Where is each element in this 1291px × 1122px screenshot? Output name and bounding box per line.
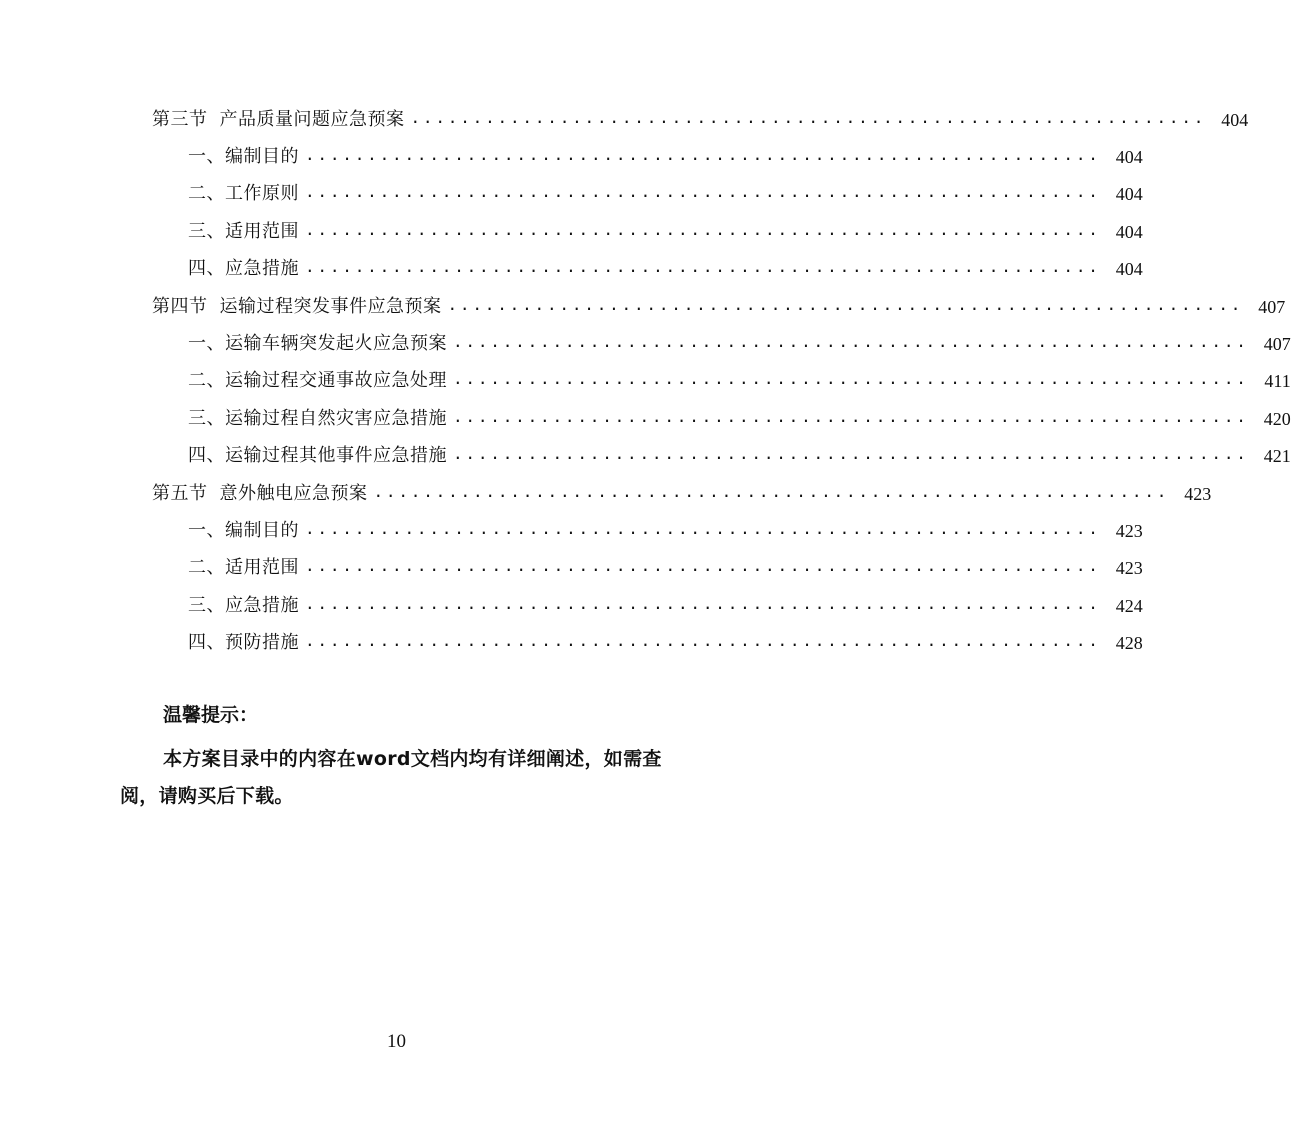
toc-entry[interactable] [0,400,1291,437]
toc-entry-title: 二、工作原则 [188,183,299,205]
toc-entry[interactable] [0,475,1212,512]
toc-entry[interactable] [0,624,1143,661]
toc-entry[interactable] [0,363,1291,400]
toc-page-number: 423 [1184,483,1212,504]
toc-page-number: 407 [1263,334,1291,355]
toc-dot-leader: ................................................................ [305,518,1101,538]
toc-section-title: 产品质量问题应急预案 [219,108,405,130]
toc-entry[interactable] [0,587,1143,624]
toc-dot-leader: ................................................................ [453,444,1249,464]
toc-entry-title: 三、运输过程自然灾害应急措施 [188,407,447,429]
toc-section-prefix: 第三节 [152,108,208,130]
toc-entry-title: 二、运输过程交通事故应急处理 [188,370,447,392]
toc-page-number: 420 [1263,408,1291,429]
toc-entry-title [152,295,442,317]
toc-page-number: 411 [1264,371,1291,392]
toc-dot-leader: ................................................................ [410,107,1207,127]
notice-heading: 温馨提示： [163,704,259,726]
toc-dot-leader: ................................................................ [453,369,1249,389]
toc-page-number: 404 [1115,147,1143,168]
toc-dot-leader: ................................................................ [305,257,1101,277]
notice-body: 本方案目录中的内容在word文档内均有详细阐述，如需查阅，请购买后下载。 [120,748,662,807]
toc-dot-leader: ................................................................ [305,182,1101,202]
toc-page-number: 428 [1115,633,1143,654]
toc-section-prefix: 第四节 [152,295,208,317]
toc-page-number: 404 [1115,184,1143,205]
toc-entry-title [152,482,368,504]
toc-section-title: 运输过程突发事件应急预案 [219,295,442,317]
toc-page-number: 407 [1258,296,1286,317]
toc-page-number: 423 [1115,558,1143,579]
toc-dot-leader: ................................................................ [305,593,1101,613]
toc-dot-leader: ................................................................ [305,556,1101,576]
toc-section-prefix: 第五节 [152,482,208,504]
toc-entry[interactable] [0,213,1143,250]
toc-page-number: 404 [1115,221,1143,242]
toc-entry[interactable] [0,550,1143,587]
table-of-contents [0,101,1291,662]
toc-dot-leader: ................................................................ [447,294,1244,314]
page-number: 10 [387,1031,406,1052]
toc-entry[interactable] [0,176,1143,213]
toc-entry[interactable] [0,438,1291,475]
toc-entry[interactable] [0,325,1291,362]
toc-entry[interactable] [0,138,1143,175]
toc-entry[interactable] [0,101,1249,138]
toc-entry-title: 一、编制目的 [188,519,299,541]
toc-section-title: 意外触电应急预案 [219,482,368,504]
toc-entry[interactable] [0,512,1143,549]
toc-page-number: 423 [1115,520,1143,541]
toc-entry-title: 二、适用范围 [188,557,299,579]
toc-dot-leader: ................................................................ [305,145,1101,165]
toc-dot-leader: ................................................................ [305,631,1101,651]
toc-page-number: 404 [1221,109,1249,130]
toc-dot-leader: ................................................................ [453,332,1249,352]
toc-entry-title: 三、适用范围 [188,220,299,242]
toc-page-number: 424 [1115,595,1143,616]
toc-page-number: 421 [1263,446,1291,467]
toc-dot-leader: ................................................................ [305,219,1101,239]
toc-entry-title: 四、运输过程其他事件应急措施 [188,445,447,467]
toc-dot-leader: ................................................................ [373,481,1170,501]
toc-page-number: 404 [1115,259,1143,280]
toc-entry[interactable] [0,251,1143,288]
toc-dot-leader: ................................................................ [453,406,1249,426]
toc-entry[interactable] [0,288,1286,325]
toc-entry-title: 三、应急措施 [188,594,299,616]
toc-entry-title: 四、预防措施 [188,632,299,654]
toc-entry-title [152,108,405,130]
toc-entry-title: 四、应急措施 [188,258,299,280]
toc-entry-title: 一、运输车辆突发起火应急预案 [188,333,447,355]
toc-entry-title: 一、编制目的 [188,146,299,168]
